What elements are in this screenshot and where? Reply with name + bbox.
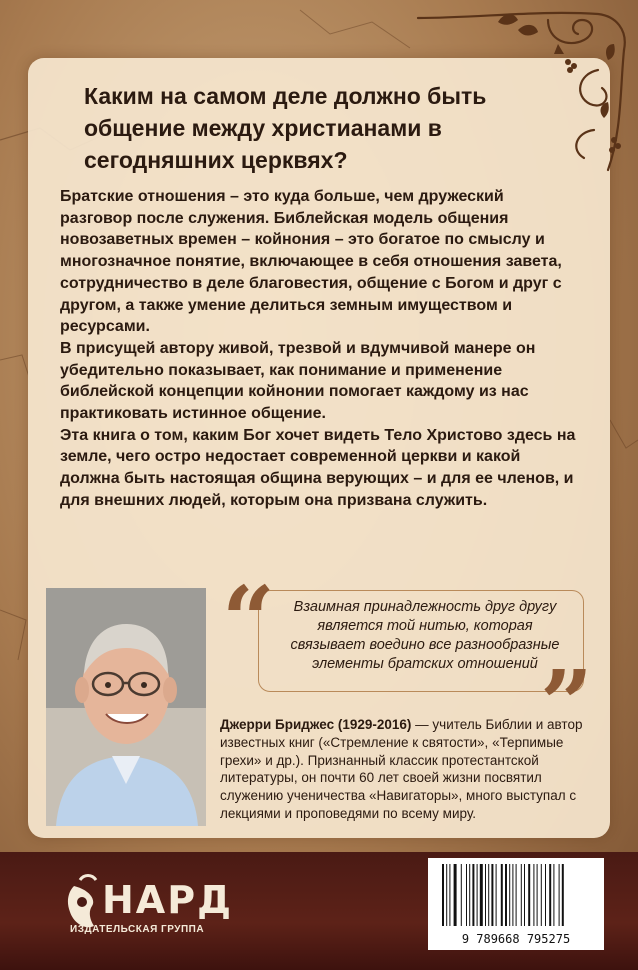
barcode-bar bbox=[545, 864, 546, 926]
barcode-bar bbox=[562, 864, 564, 926]
barcode-bar bbox=[496, 864, 497, 926]
barcode-bar bbox=[461, 864, 462, 926]
barcode-bar bbox=[449, 864, 450, 926]
publisher-name: НАРД bbox=[102, 878, 233, 922]
barcode-bar bbox=[537, 864, 538, 926]
barcode-bar bbox=[472, 864, 474, 926]
barcode-icon bbox=[428, 858, 604, 932]
barcode-bar bbox=[509, 864, 510, 926]
pull-quote: Взаимная принадлежность друг другу является той нитью, которая связывает воедино все разнообразные элементы братских отношений bbox=[290, 599, 560, 672]
author-bio bbox=[220, 716, 600, 823]
barcode-bar bbox=[541, 864, 542, 926]
barcode-bar bbox=[524, 864, 525, 926]
barcode-bar bbox=[501, 864, 503, 926]
description-paragraph-2: В присущей автору живой, трезвой и вдумчивой манере он убедительно показывает, как понимание и применение библейской концепции койнонии помогает каждому из нас практиковать истинное общение. bbox=[60, 339, 536, 423]
quote-close-mark: ” bbox=[540, 650, 593, 758]
barcode-bar bbox=[485, 864, 486, 926]
author-portrait-icon bbox=[46, 588, 206, 826]
barcode-bar bbox=[491, 864, 493, 926]
isbn-number: 9 789668 795275 bbox=[461, 932, 571, 946]
barcode-bar bbox=[488, 864, 489, 926]
barcode-bar bbox=[477, 864, 478, 926]
barcode-bar bbox=[516, 864, 517, 926]
barcode-bar bbox=[528, 864, 530, 926]
description bbox=[60, 186, 580, 512]
barcode-bar bbox=[521, 864, 522, 926]
author-photo bbox=[46, 588, 206, 826]
headline: Каким на самом деле должно быть общение между христианами в сегодняшних церквях? bbox=[84, 83, 487, 173]
barcode-bar bbox=[553, 864, 554, 926]
barcode-bar bbox=[446, 864, 447, 926]
barcode-bar bbox=[442, 864, 444, 926]
barcode-bar bbox=[454, 864, 457, 926]
barcode-bar bbox=[466, 864, 467, 926]
author-name: Джерри Бриджес (1929-2016) bbox=[220, 717, 412, 732]
barcode-bar bbox=[559, 864, 560, 926]
description-paragraph-3: Эта книга о том, каким Бог хочет видеть Тело Христово здесь на земле, чего остро недостает современной церкви и какой должна быть настоящая община верующих – и для ее членов, и для внешних людей, которым она призвана служить. bbox=[60, 426, 576, 509]
barcode-bar bbox=[480, 864, 483, 926]
barcode-bar bbox=[512, 864, 513, 926]
publisher-subtitle: ИЗДАТЕЛЬСКАЯ ГРУППА bbox=[70, 924, 205, 935]
barcode-bar bbox=[533, 864, 534, 926]
description-paragraph-1: Братские отношения – это куда больше, чем дружеский разговор после служения. Библейская модель общения новозаветных времен – койнония – это богатое по смыслу и многозначное понятие, включающее в себя отношения завета, сотрудничество в деле благовестия, общение с Богом и друг с другом, а также умение делиться земным имуществом и ресурсами. bbox=[60, 188, 562, 336]
barcode-bar bbox=[549, 864, 551, 926]
author-description: — учитель Библии и автор известных книг («Стремление к святости», «Терпимые грехи» и др.). Признанный классик протестантской литературы, он почти 60 лет своей жизни посвятил служению ученичества «Навигаторы», много выступал с лекциями и проповедями по всему миру. bbox=[220, 717, 583, 821]
barcode-bar bbox=[469, 864, 470, 926]
barcode-bar bbox=[505, 864, 507, 926]
quote-open-mark: “ bbox=[222, 566, 275, 674]
